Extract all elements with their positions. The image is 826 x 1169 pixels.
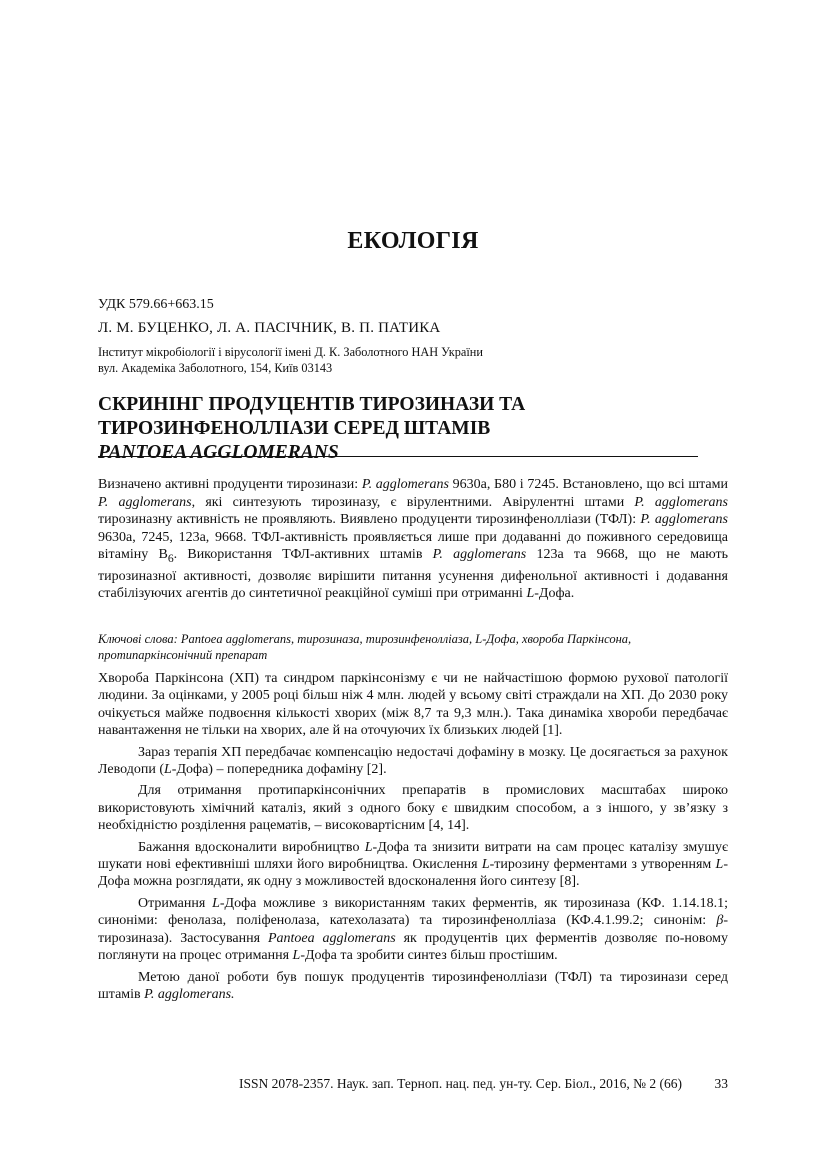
section-heading: ЕКОЛОГІЯ: [347, 228, 479, 254]
abstract: Визначено активні продуценти тирозинази: P. agglomerans 9630а, Б80 і 7245. Встановлено, що всі штами P. agglomerans, які синтезують тирозиназу, є вірулентними. Авірулентні штами P. agglomerans тирозиназну активність не проявляють. Виявлено продуценти тирозинфенолліази (ТФЛ): P. agglomerans 9630а, 7245, 123а, 9668. ТФЛ-активність проявляється лише при додаванні до поживного середовища вітаміну $В_6$. Використання ТФЛ-активних штамів P. agglomerans 123а та 9668, що не мають тирозиназної активності, дозволяє вирішити питання усунення дифенольної активності і додавання стабілізуючих агентів до синтетичної реакційної суміші при отриманні L-Дофа.: [98, 477, 729, 602]
title-text: СКРИНІНГ ПРОДУЦЕНТІВ ТИРОЗИНАЗИ ТА ТИРОЗИНФЕНОЛЛІАЗИ СЕРЕД ШТАМІВ: [98, 394, 526, 439]
affiliation-institute: Інститут мікробіології і вірусології імені Д. К. Заболотного НАН України: [98, 345, 483, 359]
authors: Л. М. БУЦЕНКО, Л. А. ПАСІЧНИК, В. П. ПАТИКА: [98, 320, 441, 336]
paragraph-4: Бажання вдосконалити виробництво L-Дофа та знизити витрати на сам процес каталізу змушує шукати нові ефективніші шляхи його виробництва. Окислення L-тирозину ферментами з утворенням L-Дофа можна розглядати, як одну з можливостей вдосконалення його синтезу [8].: [98, 839, 728, 890]
paragraph-2: Зараз терапія ХП передбачає компенсацію недостачі дофаміну в мозку. Це досягається за рахунок Леводопи (L-Дофа) – попередника дофаміну [2].: [98, 744, 728, 778]
paragraph-5: Отримання L-Дофа можливе з використанням таких ферментів, як тирозиназа (КФ. 1.14.18.1; синоніми: фенолаза, поліфенолаза, катехолазата) та тирозинфенолліаза (КФ.4.1.99.2; синонім: β- тирозиназа). Застосування Pantoea agglomerans як продуцентів цих ферментів дозволяє по-новому поглянути на процес отримання L-Дофа та зробити синтез більш простішим.: [98, 895, 729, 964]
article-title: [98, 393, 698, 465]
title-species: PANTOEA AGGLOMERANS: [98, 442, 339, 463]
article-body: [98, 670, 728, 1007]
udk-code: УДК 579.66+663.15: [98, 297, 214, 312]
title-underline: [98, 456, 698, 457]
page-footer: [98, 1076, 728, 1092]
paragraph-6: Метою даної роботи був пошук продуцентів тирозинфенолліази (ТФЛ) та тирозинази серед штамів P. agglomerans.: [98, 969, 728, 1002]
journal-citation: ISSN 2078-2357. Наук. зап. Терноп. нац. пед. ун-ту. Сер. Біол., 2016, № 2 (66): [239, 1076, 682, 1091]
paragraph-1: Хвороба Паркінсона (ХП) та синдром паркінсонізму є чи не найчастішою формою рухової патології людини. За оцінками, у 2005 році більш ніж 4 млн. людей у всьому світі страждали на ХП. До 2030 року очікується майже подвоєння кількості хворих (між 8,7 та 9,3 млн.). Така динаміка хвороби передбачає навантаження не тільки на хворих, але й на оточуючих їх близьких людей [1].: [98, 671, 728, 739]
paragraph-3: Для отримання протипаркінсонічних препаратів в промислових масштабах широко використовують хімічний каталіз, який з одного боку є швидким способом, а з іншого, у звʼязку з необхідністю розділення рацематів, – високовартісним [4, 14].: [98, 783, 728, 834]
affiliation-address: вул. Академіка Заболотного, 154, Київ 03143: [98, 361, 333, 375]
affiliation: [98, 344, 483, 376]
page-number: 33: [714, 1076, 728, 1091]
keywords: Ключові слова: Pantoea agglomerans, тирозиназа, тирозинфенолліаза, L-Дофа, хвороба Паркінсона, протипаркінсонічний препарат: [98, 632, 632, 662]
